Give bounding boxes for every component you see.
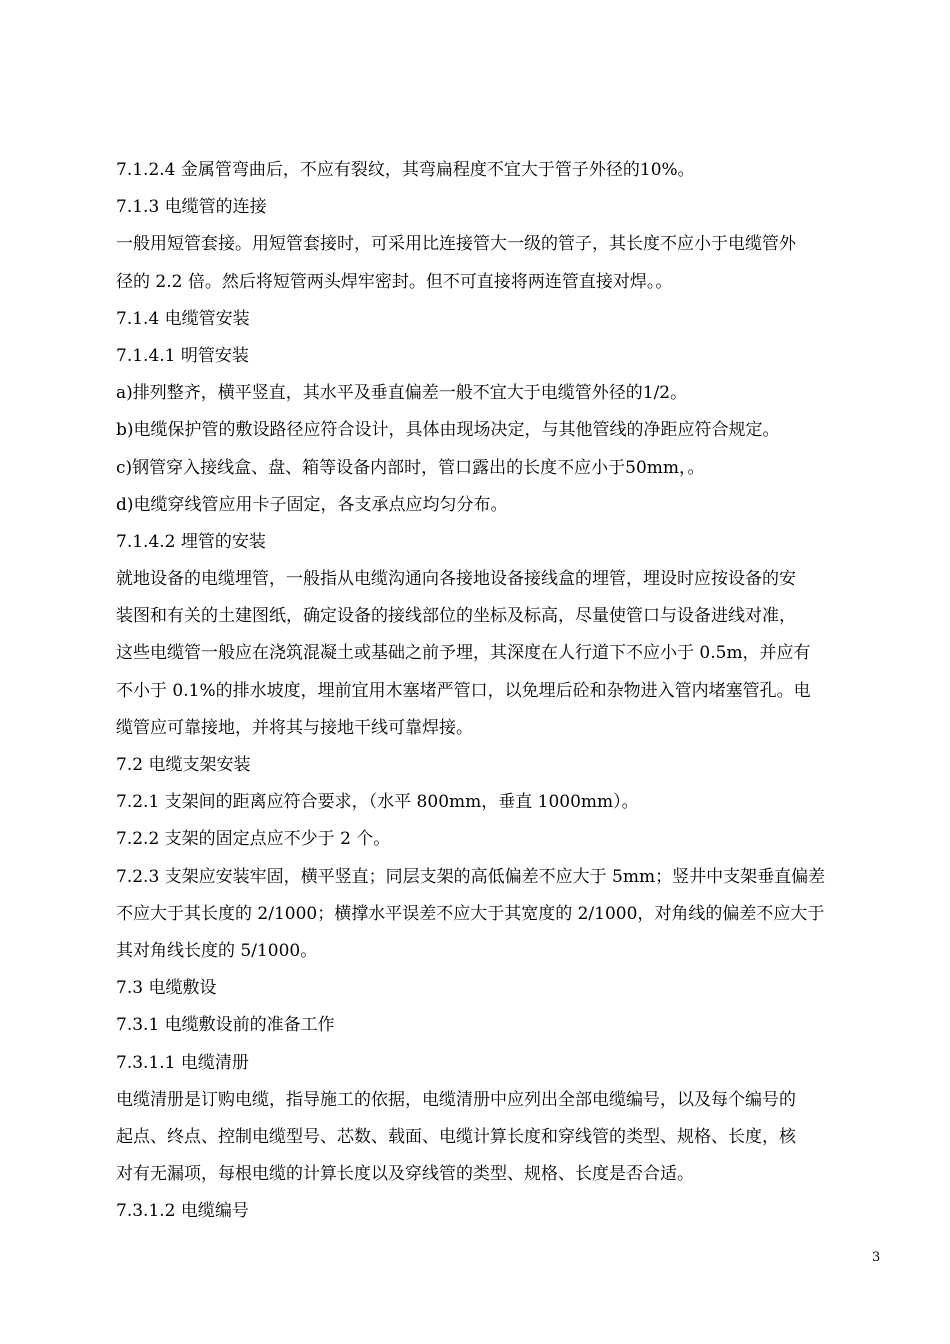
- section-heading: 7.1.3 电缆管的连接: [116, 197, 267, 218]
- section-heading: 7.1.4.1 明管安装: [116, 345, 249, 366]
- list-item: a)排列整齐，横平竖直，其水平及垂直偏差一般不宜大于电缆管外径的1/2。: [116, 383, 688, 404]
- text-line: 起点、终点、控制电缆型号、芯数、载面、电缆计算长度和穿线管的类型、规格、长度，核: [116, 1126, 796, 1147]
- text-line: 对有无漏项，每根电缆的计算长度以及穿线管的类型、规格、长度是否合适。: [116, 1164, 694, 1185]
- document-body: [116, 152, 886, 1230]
- page-number: 3: [872, 1250, 881, 1265]
- text-line: 装图和有关的土建图纸，确定设备的接线部位的坐标及标高，尽量使管口与设备进线对准，: [116, 606, 796, 627]
- text-line: 这些电缆管一般应在浇筑混凝土或基础之前予埋，其深度在人行道下不应小于 0.5m，并应有: [116, 643, 811, 664]
- text-line: 7.1.2.4 金属管弯曲后，不应有裂纹，其弯扁程度不宜大于管子外径的10%。: [116, 160, 695, 180]
- text-line: 7.2.3 支架应安装牢固，横平竖直；同层支架的高低偏差不应大于 5mm；竖井中支架垂直偏差: [116, 866, 826, 887]
- text-line: 其对角线长度的 5/1000。: [116, 940, 318, 961]
- text-line: 不应大于其长度的 2/1000；横撑水平误差不应大于其宽度的 2/1000，对角线的偏差不应大于: [116, 903, 825, 924]
- text-line: 不小于 0.1%的排水坡度，埋前宜用木塞堵严管口，以免埋后砼和杂物进入管内堵塞管孔。电: [116, 680, 811, 701]
- text-line: 径的 2.2 倍。然后将短管两头焊牢密封。但不可直接将两连管直接对焊。。: [116, 271, 673, 292]
- text-line: 缆管应可靠接地，并将其与接地干线可靠焊接。: [116, 717, 473, 738]
- text-line: 电缆清册是订购电缆，指导施工的依据，电缆清册中应列出全部电缆编号，以及每个编号的: [116, 1089, 796, 1110]
- section-heading: 7.3.1.2 电缆编号: [116, 1201, 249, 1222]
- section-heading: 7.1.4 电缆管安装: [116, 308, 250, 329]
- section-heading: 7.3 电缆敷设: [116, 978, 217, 999]
- list-item: b)电缆保护管的敷设路径应符合设计，具体由现场决定，与其他管线的净距应符合规定。: [116, 420, 780, 441]
- text-line: 一般用短管套接。用短管套接时，可采用比连接管大一级的管子，其长度不应小于电缆管外: [116, 234, 796, 255]
- list-item: c)钢管穿入接线盒、盘、箱等设备内部时，管口露出的长度不应小于50mm，。: [116, 457, 705, 478]
- text-line: 就地设备的电缆埋管，一般指从电缆沟通向各接地设备接线盒的埋管，埋设时应按设备的安: [116, 569, 796, 590]
- section-heading: 7.1.4.2 埋管的安装: [116, 531, 266, 552]
- list-item: d)电缆穿线管应用卡子固定，各支承点应均匀分布。: [116, 494, 508, 515]
- section-heading: 7.2 电缆支架安装: [116, 755, 251, 775]
- text-line: 7.2.1 支架间的距离应符合要求，（水平 800mm，垂直 1000mm）。: [116, 792, 639, 813]
- text-line: 7.2.2 支架的固定点应不少于 2 个。: [116, 829, 391, 850]
- section-heading: 7.3.1.1 电缆清册: [116, 1052, 249, 1073]
- section-heading: 7.3.1 电缆敷设前的准备工作: [116, 1015, 335, 1036]
